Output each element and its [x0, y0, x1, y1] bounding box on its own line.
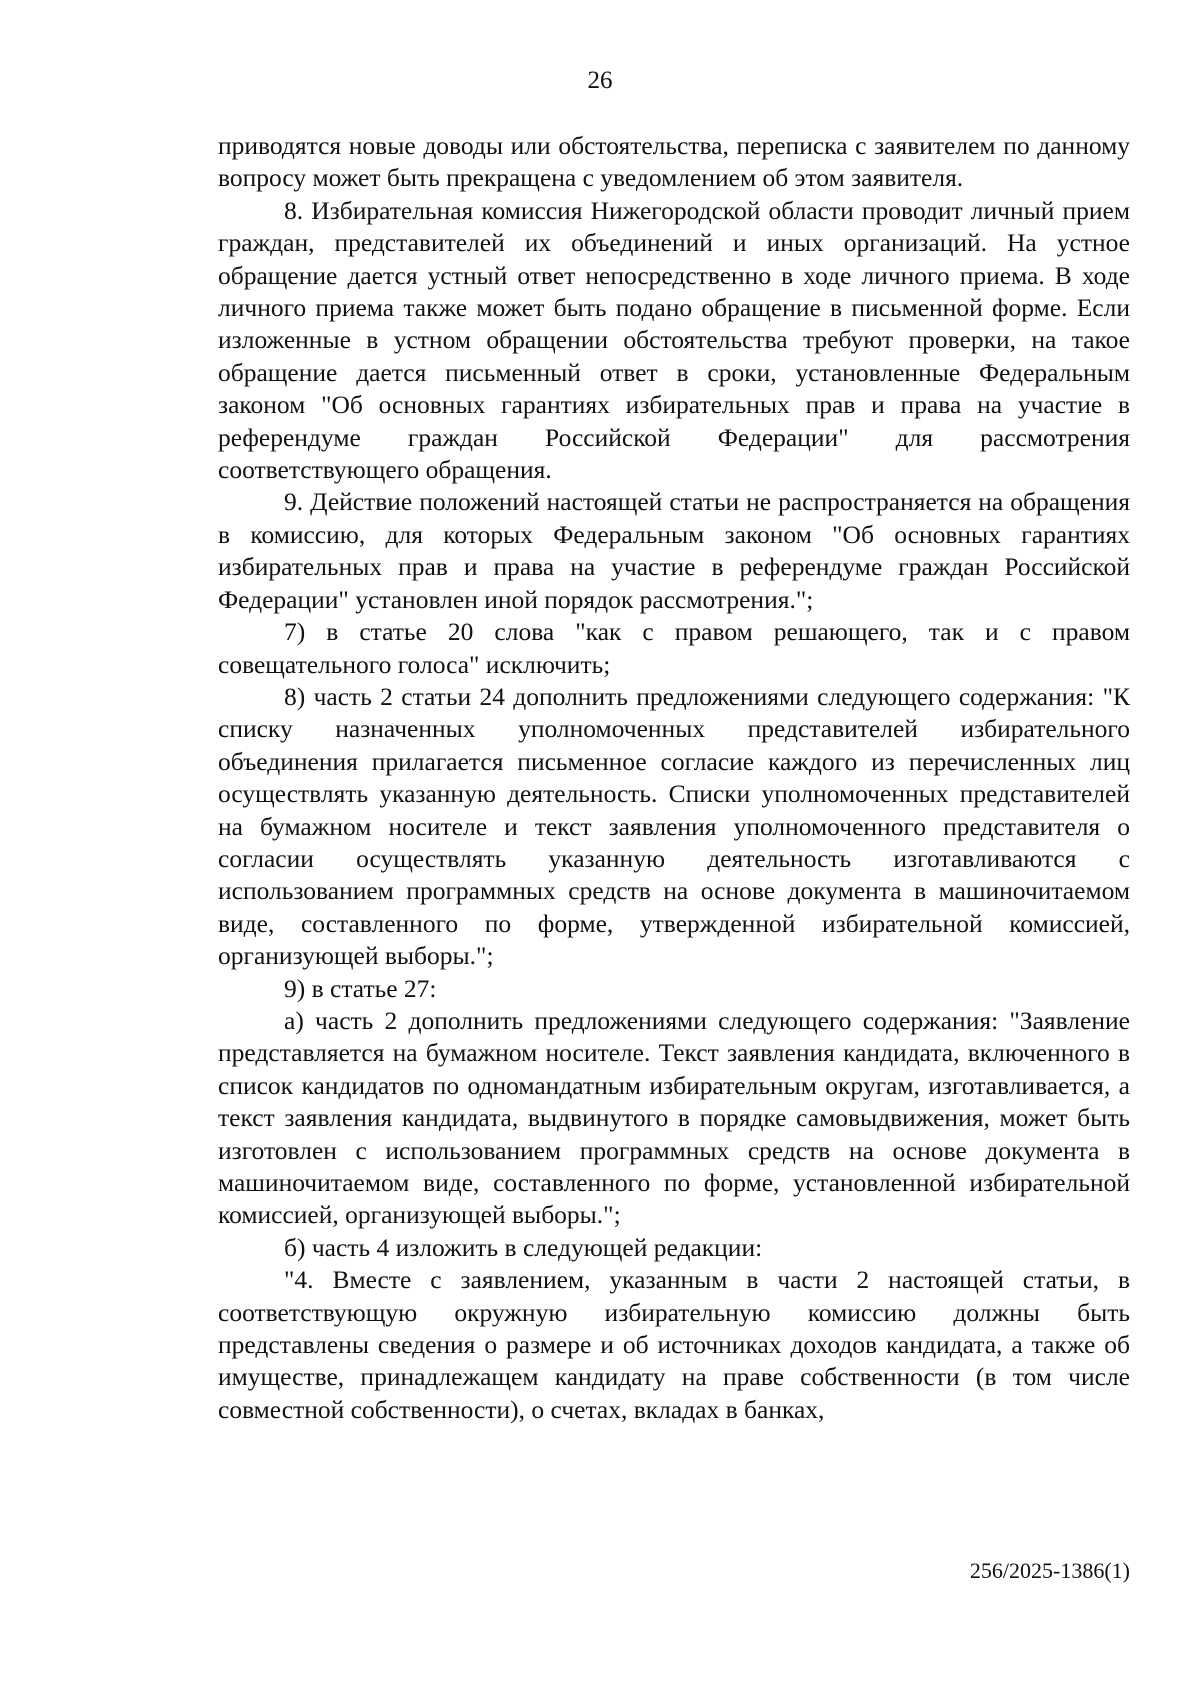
paragraph-subitem-9a: а) часть 2 дополнить предложениями следующего содержания: "Заявление представляется на бумажном носителе. Текст заявления кандидата, включенного в список кандидатов по одномандатным избирательным округам, изготавливается, а текст заявления кандидата, выдвинутого в порядке самовыдвижения, может быть изготовлен с использованием программных средств на основе документа в машиночитаемом виде, составленного по форме, установленной избирательной комиссией, организующей выборы."; [218, 1005, 1130, 1230]
paragraph-subitem-9: 9) в статье 27: [284, 973, 437, 1003]
paragraph-item-8: 8. Избирательная комиссия Нижегородской области проводит личный прием граждан, представителей их объединений и иных организаций. На устное обращение дается устный ответ непосредственно в ходе личного приема. В ходе личного приема также может быть подано обращение в письменной форме. Если изложенные в устном обращении обстоятельства требуют проверки, на такое обращение дается письменный ответ в сроки, установленные Федеральным законом "Об основных гарантиях избирательных прав и права на участие в референдуме граждан Российской Федерации" для рассмотрения соответствующего обращения. [218, 195, 1130, 485]
paragraph-subitem-8: 8) часть 2 статьи 24 дополнить предложениями следующего содержания: "К списку назначенных уполномоченных представителей избирательного объединения прилагается письменное согласие каждого из перечисленных лиц осуществлять указанную деятельность. Списки уполномоченных представителей на бумажном носителе и текст заявления уполномоченного представителя о согласии осуществлять указанную деятельность изготавливаются с использованием программных средств на основе документа в машиночитаемом виде, составленного по форме, утвержденной избирательной комиссией, организующей выборы."; [218, 681, 1130, 971]
document-body [218, 130, 1130, 1426]
paragraph-item-9: 9. Действие положений настоящей статьи не распространяется на обращения в комиссию, для которых Федеральным законом "Об основных гарантиях избирательных прав и права на участие в референдуме граждан Российской Федерации" установлен иной порядок рассмотрения."; [218, 487, 1130, 614]
paragraph-part-4: "4. Вместе с заявлением, указанным в части 2 настоящей статьи, в соответствующую окружную избирательную комиссию должны быть представлены сведения о размере и об источниках доходов кандидата, а также об имуществе, принадлежащем кандидату на праве собственности (в том числе совместной собственности), о счетах, вкладах в банках, [218, 1265, 1130, 1424]
document-code: 256/2025-1386(1) [969, 1558, 1130, 1583]
paragraph-subitem-7: 7) в статье 20 слова "как с правом решающего, так и с правом совещательного голоса" исключить; [218, 617, 1130, 679]
paragraph-subitem-9b: б) часть 4 изложить в следующей редакции: [284, 1232, 763, 1262]
page-number: 26 [587, 67, 613, 94]
paragraph-continuation: приводятся новые доводы или обстоятельства, переписка с заявителем по данному вопросу может быть прекращена с уведомлением об этом заявителя. [218, 131, 1130, 193]
